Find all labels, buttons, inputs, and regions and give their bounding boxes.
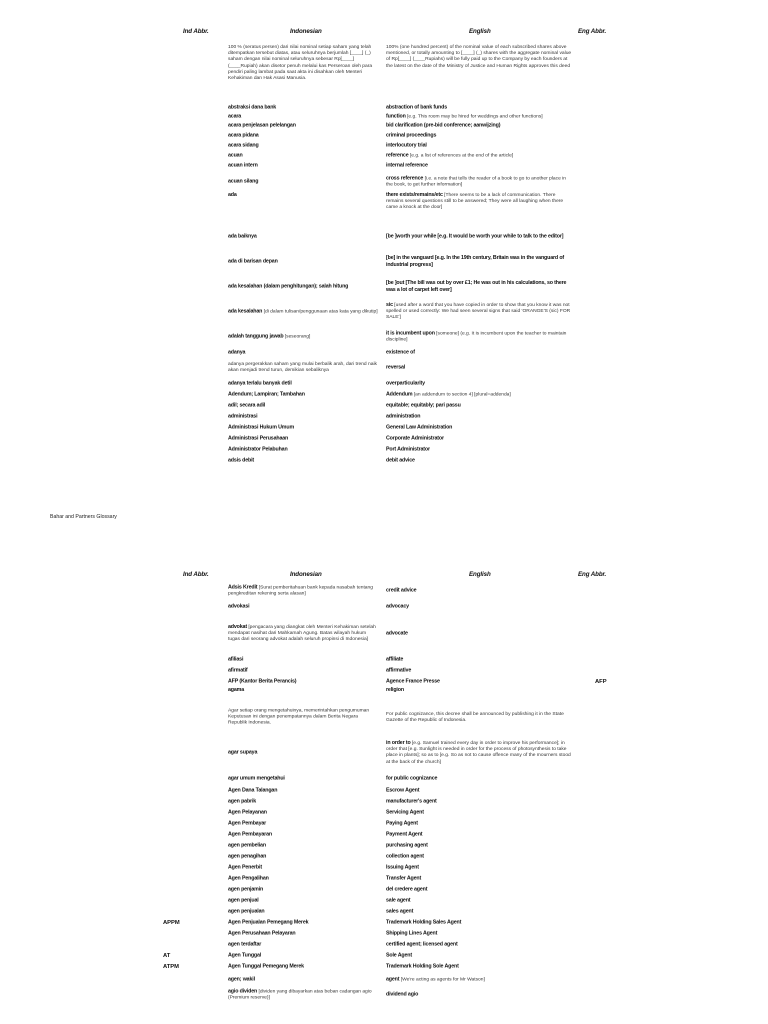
- table-row: [0, 326, 768, 348]
- indonesian-cell: [228, 897, 378, 904]
- indonesian-cell: [228, 919, 378, 926]
- english-cell: [386, 587, 574, 594]
- indonesian-cell: [228, 656, 378, 663]
- english-cell-term: there exists/remains/etc: [386, 192, 443, 198]
- english-cell-term: bid clarification (pre-bid conference; aanwijzing): [386, 122, 501, 129]
- english-cell-term: cross reference: [386, 175, 424, 182]
- english-cell: [386, 233, 574, 240]
- indonesian-cell-term: adanya terlalu banyak detil: [228, 379, 292, 386]
- table-row: [0, 112, 768, 121]
- indonesian-cell: [228, 457, 378, 464]
- ind-abbr-cell: APPM: [163, 919, 180, 926]
- table-row: [0, 151, 768, 160]
- english-cell-term: Escrow Agent: [386, 786, 420, 793]
- english-cell-note: [an addendum to section 4] [plural=addenda]: [413, 391, 511, 397]
- english-cell-term: dividend agio: [386, 991, 419, 998]
- indonesian-cell-term: administrasi: [228, 412, 258, 419]
- table-row: [0, 298, 768, 326]
- table-row: [0, 192, 768, 224]
- english-cell-term: Payment Agent: [386, 830, 423, 837]
- table-row: [0, 895, 768, 906]
- indonesian-cell: [228, 142, 378, 149]
- table-row: [0, 654, 768, 665]
- english-cell: [386, 712, 574, 724]
- english-cell-term: Sole Agent: [386, 951, 412, 958]
- english-cell: [386, 963, 574, 970]
- table-row: [0, 785, 768, 796]
- table-row: [0, 773, 768, 785]
- indonesian-cell-term: adil; secara adil: [228, 401, 266, 408]
- indonesian-cell-term: ada di barisan depan: [228, 258, 278, 265]
- english-cell: [386, 603, 574, 610]
- indonesian-cell-term: Agen Pembayaran: [228, 830, 272, 837]
- english-cell: [386, 424, 574, 431]
- indonesian-cell: [228, 162, 378, 169]
- indonesian-cell: [228, 809, 378, 816]
- english-cell: [386, 364, 574, 371]
- table-row: [0, 141, 768, 151]
- english-cell-term: function: [386, 112, 406, 119]
- english-cell-note: [i.e. a note that tells the reader of a book to go to another place in the book, to get further information]: [386, 176, 566, 188]
- english-cell-term: advocate: [386, 630, 408, 637]
- indonesian-cell: [228, 152, 378, 159]
- english-cell: [386, 122, 574, 129]
- english-cell: [386, 886, 574, 893]
- english-cell-term: it is incumbent upon: [386, 330, 435, 337]
- indonesian-cell-term: AFP (Kantor Berita Perancis): [228, 677, 297, 684]
- indonesian-cell: [228, 798, 378, 805]
- indonesian-cell-term: agama: [228, 687, 245, 693]
- table-row: [0, 581, 768, 600]
- table-row: [0, 357, 768, 378]
- table-row: [0, 455, 768, 466]
- indonesian-cell: [228, 349, 378, 356]
- english-cell: [386, 809, 574, 816]
- indonesian-cell-term: acara sidang: [228, 142, 259, 149]
- indonesian-cell: [228, 667, 378, 674]
- english-cell-note: [e.g. This room may be hired for weddings and other functions]: [407, 113, 543, 119]
- indonesian-cell: [228, 988, 378, 1001]
- indonesian-cell-term: agen pembelian: [228, 841, 266, 848]
- indonesian-cell-term: Administrasi Hukum Umum: [228, 423, 295, 430]
- indonesian-cell-term: afirmatif: [228, 666, 248, 673]
- english-cell-term: sic: [386, 302, 393, 309]
- header-indonesian: Indonesian: [290, 28, 322, 35]
- table-row: [0, 444, 768, 455]
- indonesian-cell: [228, 875, 378, 882]
- table-row: [0, 131, 768, 141]
- indonesian-cell-note: Agar setiap orang mengetahuinya, memerintahkan pengumuman Keputusan ini dengan penempatannya dalam Berita Negara Republik Indonesia.: [228, 708, 370, 727]
- eng-abbr-cell: AFP: [595, 678, 607, 685]
- indonesian-cell-term: agen pabrik: [228, 797, 257, 804]
- english-cell-note: [used after a word that you have copied in order to show that you know it was not spelled or used correctly: We had seen several signs that said 'ORANGE'S (sic) FOR SALE']: [386, 303, 571, 321]
- table-row: [0, 906, 768, 917]
- table-row: [0, 873, 768, 884]
- english-cell-term: Shipping Lines Agent: [386, 929, 438, 936]
- table-row: [0, 103, 768, 112]
- indonesian-cell: [228, 283, 378, 290]
- english-cell-term: manufacturer's agent: [386, 797, 437, 804]
- indonesian-cell-term: Adsis Kredit: [228, 583, 258, 590]
- table-row: [0, 348, 768, 357]
- english-cell: [386, 630, 574, 637]
- english-cell-term: reversal: [386, 363, 406, 370]
- english-cell-term: reference: [386, 151, 409, 158]
- english-cell: [386, 919, 574, 926]
- page-footer: Bahar and Partners Glossary: [50, 514, 117, 520]
- english-cell-term: Servicing Agent: [386, 808, 424, 815]
- indonesian-cell: [228, 952, 378, 959]
- indonesian-cell-note: [di dalam tulisan/penggunaan atas kata yang dikutip]: [263, 309, 378, 315]
- indonesian-cell: [228, 941, 378, 948]
- indonesian-cell: [228, 687, 378, 694]
- table-row: [0, 987, 768, 1003]
- table-row: [0, 687, 768, 703]
- english-cell: [386, 842, 574, 849]
- english-cell: [386, 302, 574, 322]
- table-row: [0, 45, 768, 103]
- indonesian-cell: [228, 886, 378, 893]
- table-row: [0, 950, 768, 961]
- indonesian-cell: [228, 446, 378, 453]
- indonesian-cell-term: adsis debit: [228, 456, 255, 463]
- indonesian-cell-term: Agen Pelayanan: [228, 808, 267, 815]
- english-cell-term: for public cognizance: [386, 775, 438, 782]
- english-cell-note: [We're acting as agents for Mr Watson]: [400, 976, 485, 982]
- english-cell-term: interlocutory trial: [386, 142, 427, 149]
- indonesian-cell: [228, 864, 378, 871]
- english-cell: [386, 687, 574, 694]
- table-row: [0, 961, 768, 972]
- indonesian-cell-term: acuan intern: [228, 162, 258, 169]
- indonesian-cell-note: [dividen yang dibayarkan atas beban cadangan agio (Premium reserve)]: [228, 989, 372, 1001]
- english-cell: [386, 142, 574, 149]
- indonesian-cell-note: [Surat pemberitahuan bank kepada nasabah tentang pengkreditan rekening serta alasan]: [228, 584, 373, 596]
- indonesian-cell-term: abstraksi dana bank: [228, 103, 277, 110]
- indonesian-cell-term: Agen Penerbit: [228, 863, 262, 870]
- indonesian-cell-term: Agen Tunggal: [228, 951, 262, 958]
- indonesian-cell-term: ada kesalahan (dalam penghitungan); salah hitung: [228, 282, 349, 289]
- english-cell: [386, 113, 574, 120]
- english-cell: [386, 656, 574, 663]
- english-cell-term: Trademark Holding Sales Agent: [386, 918, 462, 925]
- table-row: [0, 676, 768, 687]
- table-row: [0, 614, 768, 654]
- english-cell: [386, 820, 574, 827]
- indonesian-cell-term: agen terdaftar: [228, 940, 262, 947]
- english-cell-term: debit advice: [386, 456, 415, 463]
- indonesian-cell-term: Administrasi Perusahaan: [228, 434, 289, 441]
- indonesian-cell-term: agen penagihan: [228, 852, 267, 859]
- indonesian-cell: [228, 963, 378, 970]
- indonesian-cell: [228, 930, 378, 937]
- english-cell: [386, 104, 574, 111]
- english-cell-term: equitable; equitably; pari passu: [386, 401, 461, 408]
- indonesian-cell: [228, 132, 378, 139]
- indonesian-cell-term: agen penjualan: [228, 907, 265, 914]
- table-row: [0, 807, 768, 818]
- indonesian-cell: [228, 113, 378, 120]
- table-row: [0, 400, 768, 411]
- english-cell: [386, 435, 574, 442]
- english-cell-term: Issuing Agent: [386, 863, 419, 870]
- english-cell: [386, 897, 574, 904]
- table-row: [0, 972, 768, 987]
- table-row: [0, 862, 768, 873]
- indonesian-cell: [228, 258, 378, 265]
- english-cell: [386, 831, 574, 838]
- indonesian-cell-term: acuan: [228, 151, 243, 158]
- table-row: [0, 829, 768, 840]
- table-row: [0, 917, 768, 928]
- indonesian-cell-term: Adendum; Lampiran; Tambahan: [228, 390, 305, 397]
- english-cell: [386, 678, 574, 685]
- english-cell-term: affirmative: [386, 666, 412, 673]
- english-cell-note: 100% (one hundred percent) of the nominal value of each subscribed shares above mentioned, or totally amounting to [____] (_) shares with the aggregate nominal value of Rp[____] (____Rupiahs) will be fully paid up to the Company by each founders at the latest on the date of the Ministry of Justice and Human Rights approves this deed: [386, 45, 572, 69]
- indonesian-cell: [228, 45, 378, 82]
- indonesian-cell-term: agen penjual: [228, 896, 259, 903]
- english-cell: [386, 991, 574, 998]
- english-cell: [386, 952, 574, 959]
- indonesian-cell: [228, 787, 378, 794]
- table-row: [0, 840, 768, 851]
- english-cell: [386, 330, 574, 343]
- english-cell: [386, 402, 574, 409]
- header-english: English: [469, 28, 491, 35]
- english-cell-term: in order to: [386, 740, 411, 747]
- indonesian-cell-term: Administrator Pelabuhan: [228, 445, 288, 452]
- indonesian-cell-note: 100 % (seratus persen) dari nilai nominal setiap saham yang telah ditempatkan tersebut diatas, atau seluruhnya berjumlah [____] (_) saham dengan nilai nominal seluruhnya sebesar Rp[____] (____Rupiah) akan disetor penuh melalui kas Perseroan oleh para pendiri paling lambat pada saat akta ini disahkan oleh Menteri Kehakiman dan Hak Asasi Manusia.: [228, 45, 373, 82]
- indonesian-cell-term: agio dividen: [228, 988, 258, 995]
- english-cell-note: [There seems to be a lack of communication. There remains several questions still to be answered; They were all laughing when there came a knock at the door]: [386, 193, 564, 211]
- table-row: [0, 818, 768, 829]
- english-cell: [386, 162, 574, 169]
- indonesian-cell: [228, 424, 378, 431]
- indonesian-cell: [228, 603, 378, 610]
- table-row: [0, 160, 768, 172]
- indonesian-cell: [228, 820, 378, 827]
- header-eng-abbr: Eng Abbr.: [578, 571, 607, 578]
- indonesian-cell: [228, 624, 378, 644]
- english-cell-term: Paying Agent: [386, 819, 418, 826]
- english-cell: [386, 45, 574, 70]
- english-cell-term: Agence France Presse: [386, 677, 440, 684]
- indonesian-cell: [228, 775, 378, 782]
- english-cell: [386, 132, 574, 139]
- indonesian-cell-term: afiliasi: [228, 655, 244, 662]
- table-row: [0, 275, 768, 298]
- table-row: [0, 224, 768, 249]
- table-row: [0, 433, 768, 444]
- indonesian-cell-note: [pengacara yang diangkat oleh Menteri Kehakiman setelah mendapat nasihat dari Mahkamah Agung. Batas wilayah hukum tugas dari seorang advokat adalah seluruh propinsi di Indonesia]: [228, 625, 376, 643]
- english-cell: [386, 152, 574, 159]
- table-row: [0, 703, 768, 733]
- indonesian-cell-term: adalah tanggung jawab: [228, 333, 284, 340]
- indonesian-cell-term: Agen Penjualan Pemegang Merek: [228, 918, 309, 925]
- english-cell: [386, 175, 574, 188]
- english-cell: [386, 391, 574, 398]
- indonesian-cell: [228, 391, 378, 398]
- english-cell: [386, 255, 574, 269]
- english-cell-term: sales agent: [386, 907, 414, 914]
- english-cell: [386, 798, 574, 805]
- english-cell-term: religion: [386, 687, 404, 693]
- english-cell-term: overparticularity: [386, 379, 425, 386]
- indonesian-cell: [228, 976, 378, 983]
- indonesian-cell: [228, 178, 378, 185]
- indonesian-cell: [228, 233, 378, 240]
- indonesian-cell: [228, 842, 378, 849]
- english-cell-term: collection agent: [386, 852, 424, 859]
- english-cell-term: General Law Administration: [386, 423, 453, 430]
- indonesian-cell: [228, 435, 378, 442]
- indonesian-cell: [228, 402, 378, 409]
- glossary-table-page-2: [0, 581, 768, 1003]
- english-cell-note: [e.g. Samuel trained every day in order to improve his performance]; in order that [e.g. Sunlight is needed in order for the process of photosynthesis to take place in plants]; so as to [e.g. So as not to cause offence many of the mourners stood at the back of the church]: [386, 741, 571, 765]
- english-cell-term: [be ]worth your while [e.g. It would be worth your while to talk to the editor]: [386, 232, 564, 239]
- header-english: English: [469, 571, 491, 578]
- table-row: [0, 928, 768, 939]
- english-cell-term: purchasing agent: [386, 841, 428, 848]
- english-cell: [386, 875, 574, 882]
- indonesian-cell: [228, 831, 378, 838]
- table-row: [0, 665, 768, 676]
- indonesian-cell: [228, 584, 378, 597]
- indonesian-cell-term: acara penjelasan pelelangan: [228, 122, 296, 129]
- table-row: [0, 884, 768, 895]
- indonesian-cell-term: acuan silang: [228, 178, 259, 185]
- indonesian-cell: [228, 361, 378, 373]
- indonesian-cell-term: Agen Perusahaan Pelayaran: [228, 929, 296, 936]
- english-cell-term: criminal proceedings: [386, 132, 437, 139]
- english-cell-term: Transfer Agent: [386, 874, 422, 881]
- indonesian-cell-note: adanya pergerakkan saham yang mulai berbalik arah, dari trend naik akan menjadi trend turun, demikian sebaliknya: [228, 361, 377, 373]
- header-ind-abbr: Ind Abbr.: [183, 571, 209, 578]
- table-row: [0, 733, 768, 773]
- header-ind-abbr: Ind Abbr.: [183, 28, 209, 35]
- indonesian-cell: [228, 192, 378, 199]
- english-cell-term: existence of: [386, 348, 415, 355]
- ind-abbr-cell: ATPM: [163, 963, 179, 970]
- english-cell: [386, 941, 574, 948]
- indonesian-cell-term: acara: [228, 112, 242, 119]
- english-cell: [386, 279, 574, 293]
- english-cell-term: internal reference: [386, 162, 428, 169]
- english-cell: [386, 446, 574, 453]
- indonesian-cell-term: Agen Pembayar: [228, 819, 267, 826]
- glossary-table-page-1: [0, 45, 768, 466]
- english-cell-term: Port Administrator: [386, 445, 430, 452]
- table-row: [0, 389, 768, 400]
- indonesian-cell-note: [seseorang]: [284, 334, 311, 340]
- indonesian-cell-term: agen; wakil: [228, 975, 255, 982]
- english-cell: [386, 349, 574, 356]
- english-cell-note: [someone] (e.g. It is incumbent upon the teacher to maintain discipline]: [386, 331, 567, 343]
- english-cell: [386, 775, 574, 782]
- table-row: [0, 851, 768, 862]
- indonesian-cell-term: agar supaya: [228, 749, 258, 756]
- english-cell: [386, 740, 574, 766]
- header-indonesian: Indonesian: [290, 571, 322, 578]
- indonesian-cell: [228, 413, 378, 420]
- english-cell: [386, 853, 574, 860]
- indonesian-cell: [228, 380, 378, 387]
- english-cell: [386, 864, 574, 871]
- english-cell-term: credit advice: [386, 586, 417, 593]
- indonesian-cell-term: Agen Pengalihan: [228, 874, 269, 881]
- english-cell-term: sale agent: [386, 896, 411, 903]
- table-row: [0, 172, 768, 192]
- table-row: [0, 249, 768, 275]
- indonesian-cell-term: ada: [228, 192, 237, 198]
- indonesian-cell-term: Agen Tunggal Pemegang Merek: [228, 962, 304, 969]
- english-cell-term: Addendum: [386, 390, 413, 397]
- english-cell-term: [be ]out [The bill was out by over £1; He was out in his calculations, so there was a lot of carpet left over]: [386, 279, 567, 293]
- indonesian-cell: [228, 853, 378, 860]
- english-cell: [386, 787, 574, 794]
- english-cell-term: advocacy: [386, 603, 409, 610]
- table-row: [0, 422, 768, 433]
- indonesian-cell: [228, 333, 378, 340]
- english-cell-term: administration: [386, 412, 421, 419]
- english-cell: [386, 413, 574, 420]
- table-row: [0, 411, 768, 422]
- indonesian-cell-term: agar umum mengetahui: [228, 775, 285, 782]
- english-cell: [386, 930, 574, 937]
- english-cell-term: abstraction of bank funds: [386, 103, 447, 110]
- english-cell: [386, 908, 574, 915]
- table-row: [0, 600, 768, 614]
- indonesian-cell-term: ada kesalahan: [228, 308, 263, 315]
- indonesian-cell: [228, 908, 378, 915]
- english-cell-term: certified agent; licensed agent: [386, 940, 458, 947]
- indonesian-cell: [228, 678, 378, 685]
- indonesian-cell: [228, 709, 378, 728]
- ind-abbr-cell: AT: [163, 952, 171, 959]
- english-cell-note: For public cognizance, this decree shall be announced by publishing it in the State Gazette of the Republic of Indonesia.: [386, 711, 564, 723]
- indonesian-cell: [228, 122, 378, 129]
- indonesian-cell-term: acara pidana: [228, 132, 259, 139]
- table-row: [0, 378, 768, 389]
- table-row: [0, 121, 768, 131]
- english-cell: [386, 667, 574, 674]
- english-cell-term: Corporate Administrator: [386, 434, 444, 441]
- indonesian-cell-term: advokat: [228, 624, 247, 631]
- english-cell-term: affiliate: [386, 655, 404, 662]
- english-cell-term: del credere agent: [386, 885, 428, 892]
- english-cell-term: Trademark Holding Sole Agent: [386, 962, 459, 969]
- indonesian-cell: [228, 308, 378, 315]
- english-cell: [386, 457, 574, 464]
- header-eng-abbr: Eng Abbr.: [578, 28, 607, 35]
- english-cell-term: agent: [386, 975, 400, 982]
- table-row: [0, 939, 768, 950]
- indonesian-cell-term: ada baiknya: [228, 232, 257, 239]
- english-cell: [386, 192, 574, 212]
- indonesian-cell-term: adanya: [228, 348, 246, 355]
- english-cell-note: [e.g. a list of references at the end of the article]: [409, 152, 514, 158]
- english-cell: [386, 380, 574, 387]
- indonesian-cell-term: advokasi: [228, 603, 250, 610]
- indonesian-cell-term: Agen Dana Talangan: [228, 786, 278, 793]
- indonesian-cell-term: agen penjamin: [228, 885, 264, 892]
- indonesian-cell: [228, 749, 378, 756]
- english-cell: [386, 976, 574, 983]
- english-cell-term: [be] in the vanguard [e.g. In the 19th century, Britain was in the vanguard of industrial progress]: [386, 254, 565, 268]
- table-row: [0, 796, 768, 807]
- indonesian-cell: [228, 104, 378, 111]
